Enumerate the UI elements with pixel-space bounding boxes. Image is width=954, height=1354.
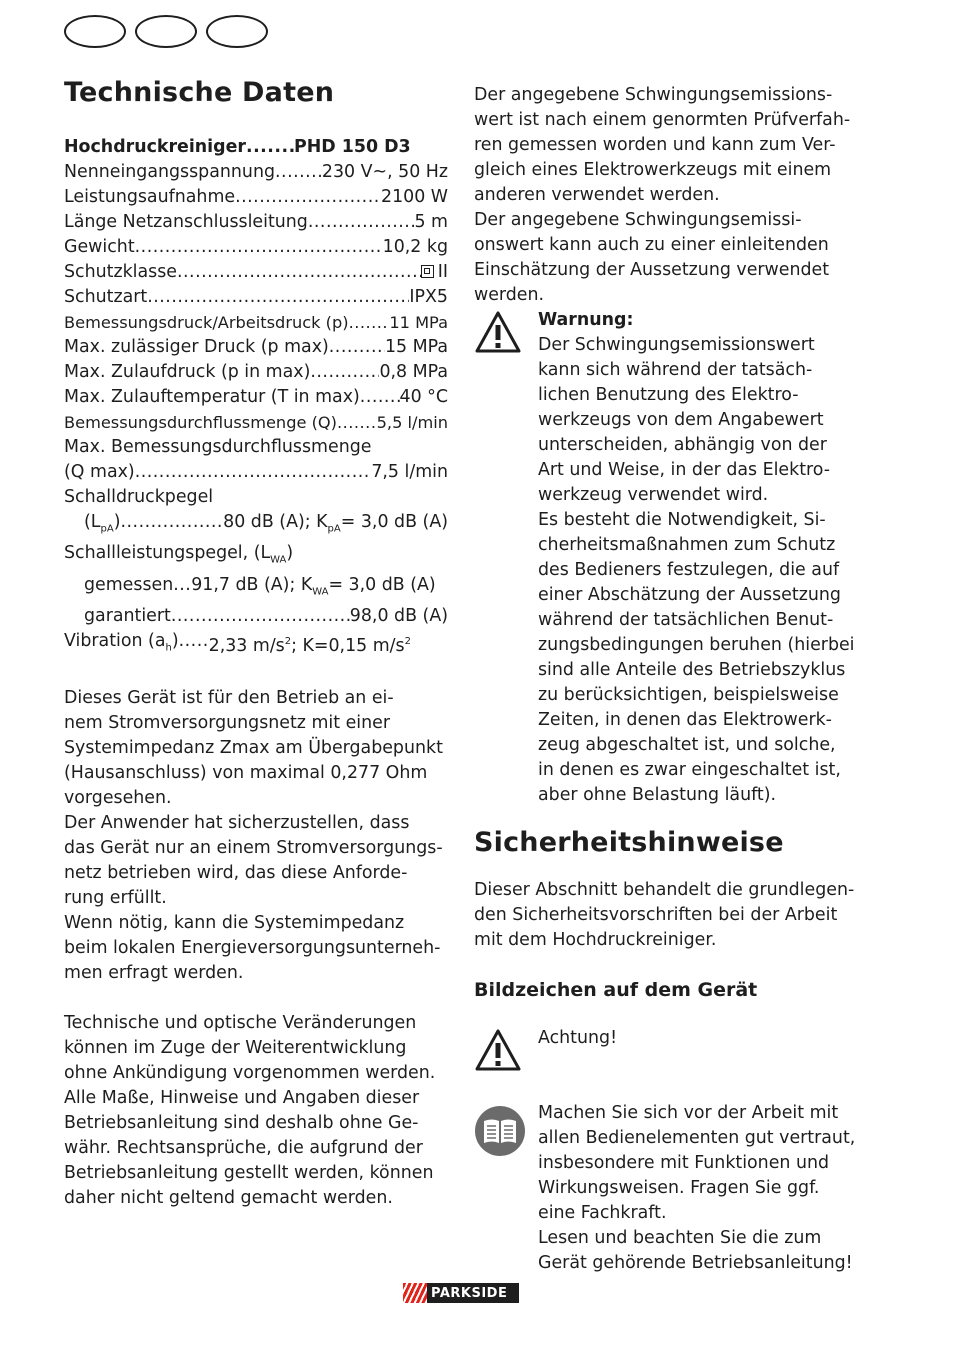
vibration-row: Vibration $(a_h)$ ..... 2,33 $m/s^2$; K=0,15 $m/s^2$ (64, 629, 448, 660)
language-oval (206, 15, 268, 48)
language-oval (135, 15, 197, 48)
attention-symbol-row (474, 1026, 864, 1076)
spec-row: Länge Netzanschlussleitung ..... 5 m (64, 210, 448, 235)
section-title-technical-data: Technische Daten (64, 77, 335, 108)
left-column (64, 78, 448, 1211)
spec-row: Leistungsaufnahme ..... 2100 W (64, 185, 448, 210)
sound-pressure-row: $(L_{pA})$ ..... 80 dB (A); $K_{pA}= 3,0$ dB (A) (64, 510, 448, 541)
logo-stripes (403, 1283, 427, 1303)
warning-title: Warnung: (538, 310, 634, 330)
spec-row: Bemessungsdurchflussmenge (Q) ..... 5,5 l/min (64, 410, 448, 435)
grid-impedance-paragraph: Dieses Gerät ist für den Betrieb an ei- nem Stromversorgungsnetz mit einer Systemimpedanz Zmax am Übergabepunkt (Hausanschluss) von maximal 0,277 Ohm vorgesehen. Der Anwender hat sicherzustellen, dass das Gerät nur an einem Stromversorgungs- netz betrieben wird, das diese Anforde- rung erfüllt. Wenn nötig, kann die Systemimpedanz beim lokalen Energieversorgungsunterneh- men erfragt werden. (64, 687, 443, 983)
warning-triangle-icon (474, 310, 522, 354)
spec-qmax-line1: Max. Bemessungsdurchflussmenge (64, 437, 372, 457)
warning-block: Warnung: Der Schwingungsemissionswert kann sich während der tatsäch- lichen Benutzung des Elektro- werkzeugs von dem Angabewert unterscheiden, abhängig von der Art und Weise, in der das Elektro- werkzeug verwendet wird. Es besteht die Notwendigkeit, Si- cherheitsmaßnahmen zum Schutz des Bedieners festzulegen, die auf einer Abschätzung der Aussetzung während der tatsächlichen Benut- zungsbedingungen beruhen (hierbei sind alle Anteile des Betriebszyklus zu berücksichtigen, beispielsweise Zeiten, in denen das Elektrowerk- zeug abgeschaltet ist, und solche, in denen es zwar eingeschaltet ist, aber ohne Belastung läuft). (474, 308, 864, 808)
sound-power-measured-row: gemessen ..... 91,7 dB (A); $K_{WA}= 3,0$ dB (A) (64, 573, 448, 604)
spec-row: Schutzklasse ..... II (64, 260, 448, 285)
subsection-title-symbols: Bildzeichen auf dem Gerät (474, 979, 758, 1001)
changes-disclaimer-paragraph: Technische und optische Veränderungen können im Zuge der Weiterentwicklung ohne Ankündigung vorgenommen werden. Alle Maße, Hinweise und Angaben dieser Betriebsanleitung sind deshalb ohne Ge- währ. Rechtsansprüche, die aufgrund der Betriebsanleitung gestellt werden, können daher nicht geltend gemacht werden. (64, 1012, 436, 1208)
sound-power-guaranteed-row: garantiert ..... 98,0 dB (A) (64, 604, 448, 629)
book-icon (474, 1105, 526, 1157)
safety-paragraph: Dieser Abschnitt behandelt die grundlegen- den Sicherheitsvorschriften bei der Arbeit mit dem Hochdruckreiniger. (474, 880, 855, 950)
spec-row: Max. Zulauftemperatur (T in max) ..... 40 °C (64, 385, 448, 410)
spec-header: Hochdruckreiniger ..... PHD 150 D3 (64, 135, 448, 160)
sound-pressure-title: Schalldruckpegel (64, 487, 214, 507)
warning-triangle-icon (474, 1028, 522, 1072)
vibration-info-paragraph: Der angegebene Schwingungsemissions- wert ist nach einem genormten Prüfverfah- ren gemessen worden und kann zum Ver- gleich eines Elektrowerkzeugs mit einem anderen verwendet werden. Der angegebene Schwingungsemissi- onswert kann auch zu einer einleitenden Einschätzung der Aussetzung verwendet werden. (474, 85, 851, 305)
brand-name: PARKSIDE (431, 1285, 508, 1301)
language-ovals (64, 15, 268, 48)
spec-row: Max. zulässiger Druck (p max) ..... 15 MPa (64, 335, 448, 360)
parkside-logo (403, 1283, 519, 1303)
spec-row: Max. Zulaufdruck (p in max) ..... 0,8 MPa (64, 360, 448, 385)
spec-row: Gewicht ..... 10,2 kg (64, 235, 448, 260)
language-oval (64, 15, 126, 48)
protection-class-ii-icon (421, 265, 434, 278)
attention-label: Achtung! (538, 1028, 618, 1048)
right-column (474, 83, 864, 1276)
spec-row: Nenneingangsspannung ..... 230 V~, 50 Hz (64, 160, 448, 185)
sound-power-title: Schallleistungspegel, $(L_{WA})$ (64, 543, 294, 566)
section-title-safety: Sicherheitshinweise (474, 827, 784, 858)
spec-row: (Q max) ..... 7,5 l/min (64, 460, 448, 485)
manual-symbol-row: Machen Sie sich vor der Arbeit mit allen Bedienelementen gut vertraut, insbesondere mit Funktionen und Wirkungsweisen. Fragen Sie ggf. eine Fachkraft. Lesen und beachten Sie die zum Gerät gehörende Betriebsanleitung! (474, 1101, 864, 1276)
spec-row: Bemessungsdruck/Arbeitsdruck (p) ..... 11 MPa (64, 310, 448, 335)
spec-list (64, 160, 448, 661)
spec-row: Schutzart ..... IPX5 (64, 285, 448, 310)
